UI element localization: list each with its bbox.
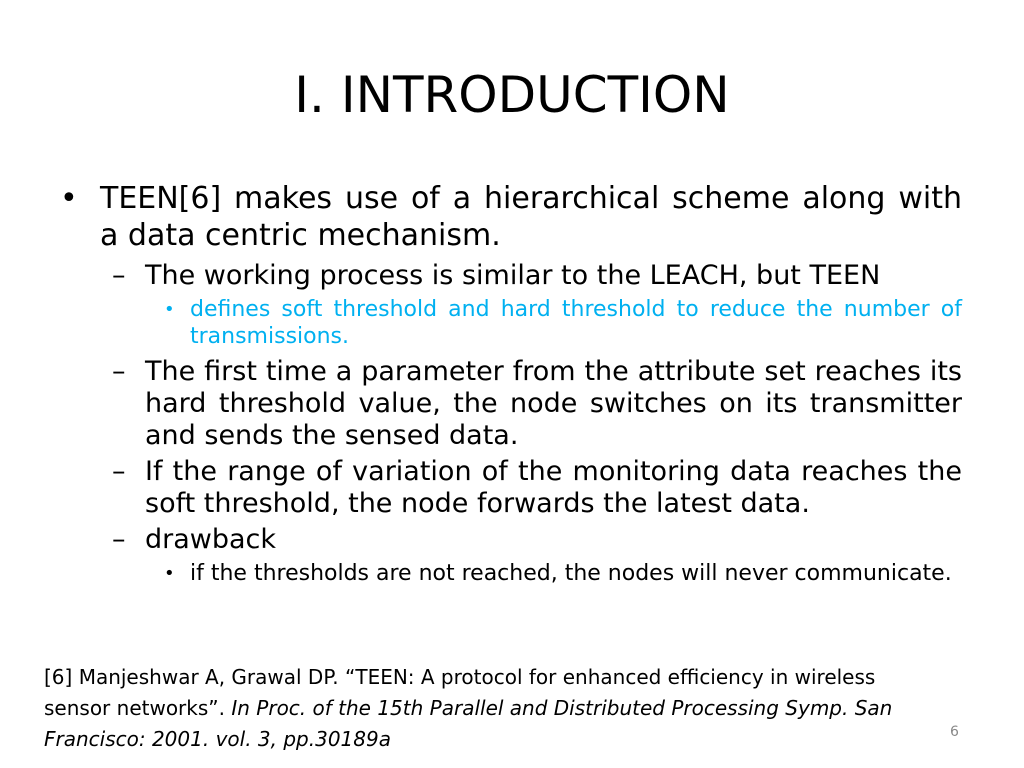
bullet-level3 [60, 560, 962, 587]
bullet-text: The working process is similar to the LEACH, but TEEN [145, 260, 881, 291]
bullet-dash-icon: – [112, 260, 126, 291]
footnote-reference [44, 662, 924, 755]
bullet-text: The first time a parameter from the attribute set reaches its hard threshold value, the node switches on its transmitter and sends the sensed data. [145, 356, 962, 451]
footnote-italic-text: In Proc. of the 15th Parallel and Distributed Processing Symp. San Francisco: 2001. vol. 3, pp.30189a [44, 696, 893, 751]
bullet-text: defines soft threshold and hard threshold to reduce the number of transmissions. [190, 297, 962, 349]
bullet-dash-icon: – [112, 524, 126, 555]
bullet-level2 [60, 260, 962, 292]
footnote-plain-text: [6] Manjeshwar A, Grawal DP. “TEEN: A protocol for enhanced efficiency in wireless sensor networks”. [44, 665, 876, 720]
slide-title: I. INTRODUCTION [294, 66, 730, 124]
bullet-dot-icon: • [164, 299, 175, 320]
bullet-text: drawback [145, 524, 277, 555]
bullet-text: If the range of variation of the monitoring data reaches the soft threshold, the node forwards the latest data. [145, 456, 962, 519]
bullet-text: TEEN[6] makes use of a hierarchical scheme along with a data centric mechanism. [100, 181, 962, 253]
bullet-dot-icon: • [60, 181, 78, 216]
bullet-dot-icon: • [164, 563, 175, 584]
bullet-text: if the thresholds are not reached, the nodes will never communicate. [190, 561, 952, 586]
bullet-level2 [60, 456, 962, 520]
page-number: 6 [950, 724, 959, 740]
bullet-level1 [60, 180, 962, 254]
bullet-dash-icon: – [112, 456, 126, 487]
bullet-level2 [60, 356, 962, 452]
slide-body [60, 180, 962, 593]
bullet-dash-icon: – [112, 356, 126, 387]
bullet-level2 [60, 524, 962, 556]
bullet-level3-highlight [60, 296, 962, 350]
